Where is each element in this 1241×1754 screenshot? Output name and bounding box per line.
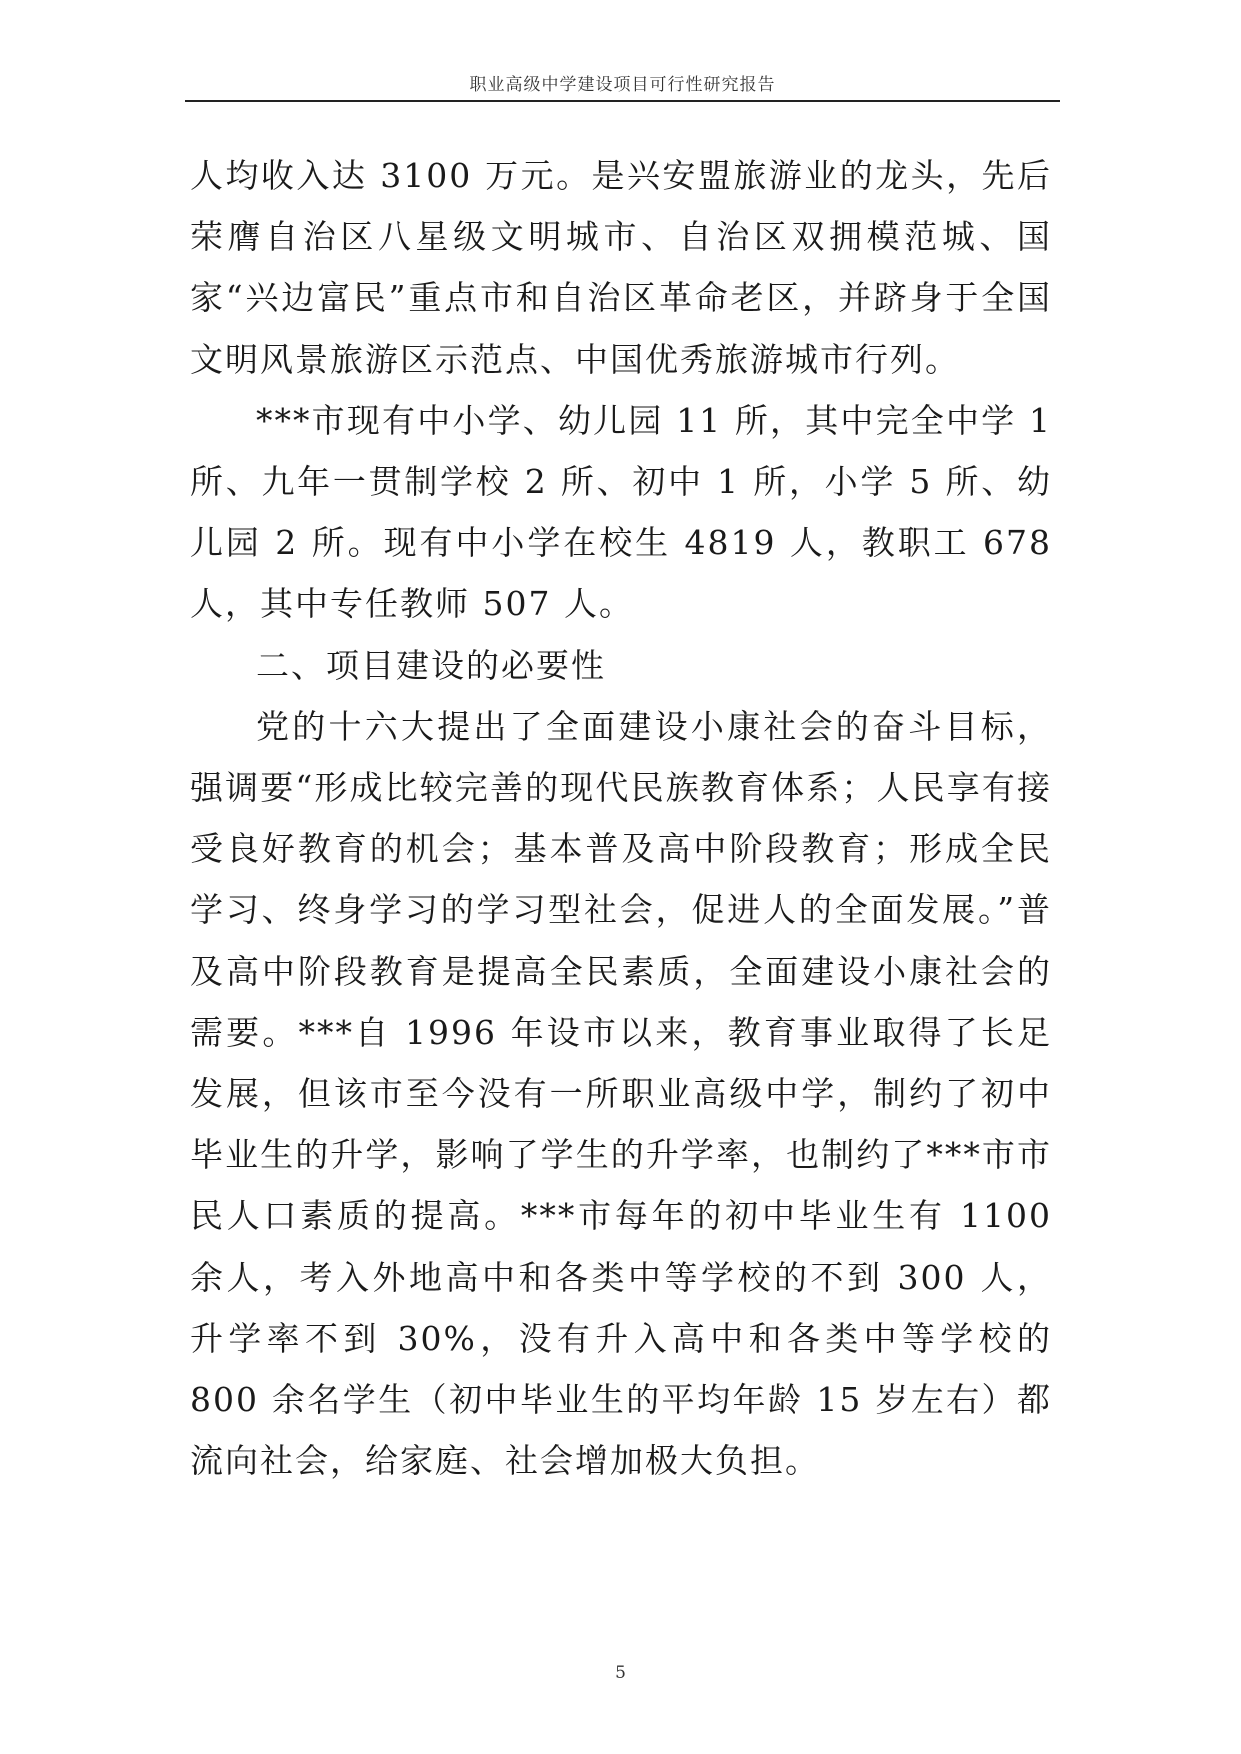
paragraph-continuation: 人均收入达 3100 万元。是兴安盟旅游业的龙头，先后荣膺自治区八星级文明城市、自治区双拥模范城、国家“兴边富民”重点市和自治区革命老区，并跻身于全国文明风景旅游区示范点、中国优秀旅游城市行列。 (190, 156, 1052, 379)
section-heading: 二、项目建设的必要性 (256, 645, 606, 685)
paragraph-necessity: 党的十六大提出了全面建设小康社会的奋斗目标，强调要“形成比较完善的现代民族教育体系；人民享有接受良好教育的机会；基本普及高中阶段教育；形成全民学习、终身学习的学习型社会，促进人的全面发展。”普及高中阶段教育是提高全民素质，全面建设小康社会的需要。***自 1996 年设市以来，教育事业取得了长足发展，但该市至今没有一所职业高级中学，制约了初中毕业生的升学，影响了学生的升学率，也制约了***市市民人口素质的提高。***市每年的初中毕业生有 1100 余人，考入外地高中和各类中等学校的不到 300 人，升学率不到 30%，没有升入高中和各类中等学校的 800 余名学生（初中毕业生的平均年龄 15 岁左右）都流向社会，给家庭、社会增加极大负担。 (190, 706, 1052, 1481)
document-body (190, 145, 1052, 1491)
page-number: 5 (615, 1663, 626, 1683)
running-header: 职业高级中学建设项目可行性研究报告 (469, 75, 776, 95)
header-divider (185, 100, 1060, 102)
paragraph-schools: ***市现有中小学、幼儿园 11 所，其中完全中学 1 所、九年一贯制学校 2 所、初中 1 所，小学 5 所、幼儿园 2 所。现有中小学在校生 4819 人，教职工 678 人，其中专任教师 507 人。 (190, 400, 1052, 624)
